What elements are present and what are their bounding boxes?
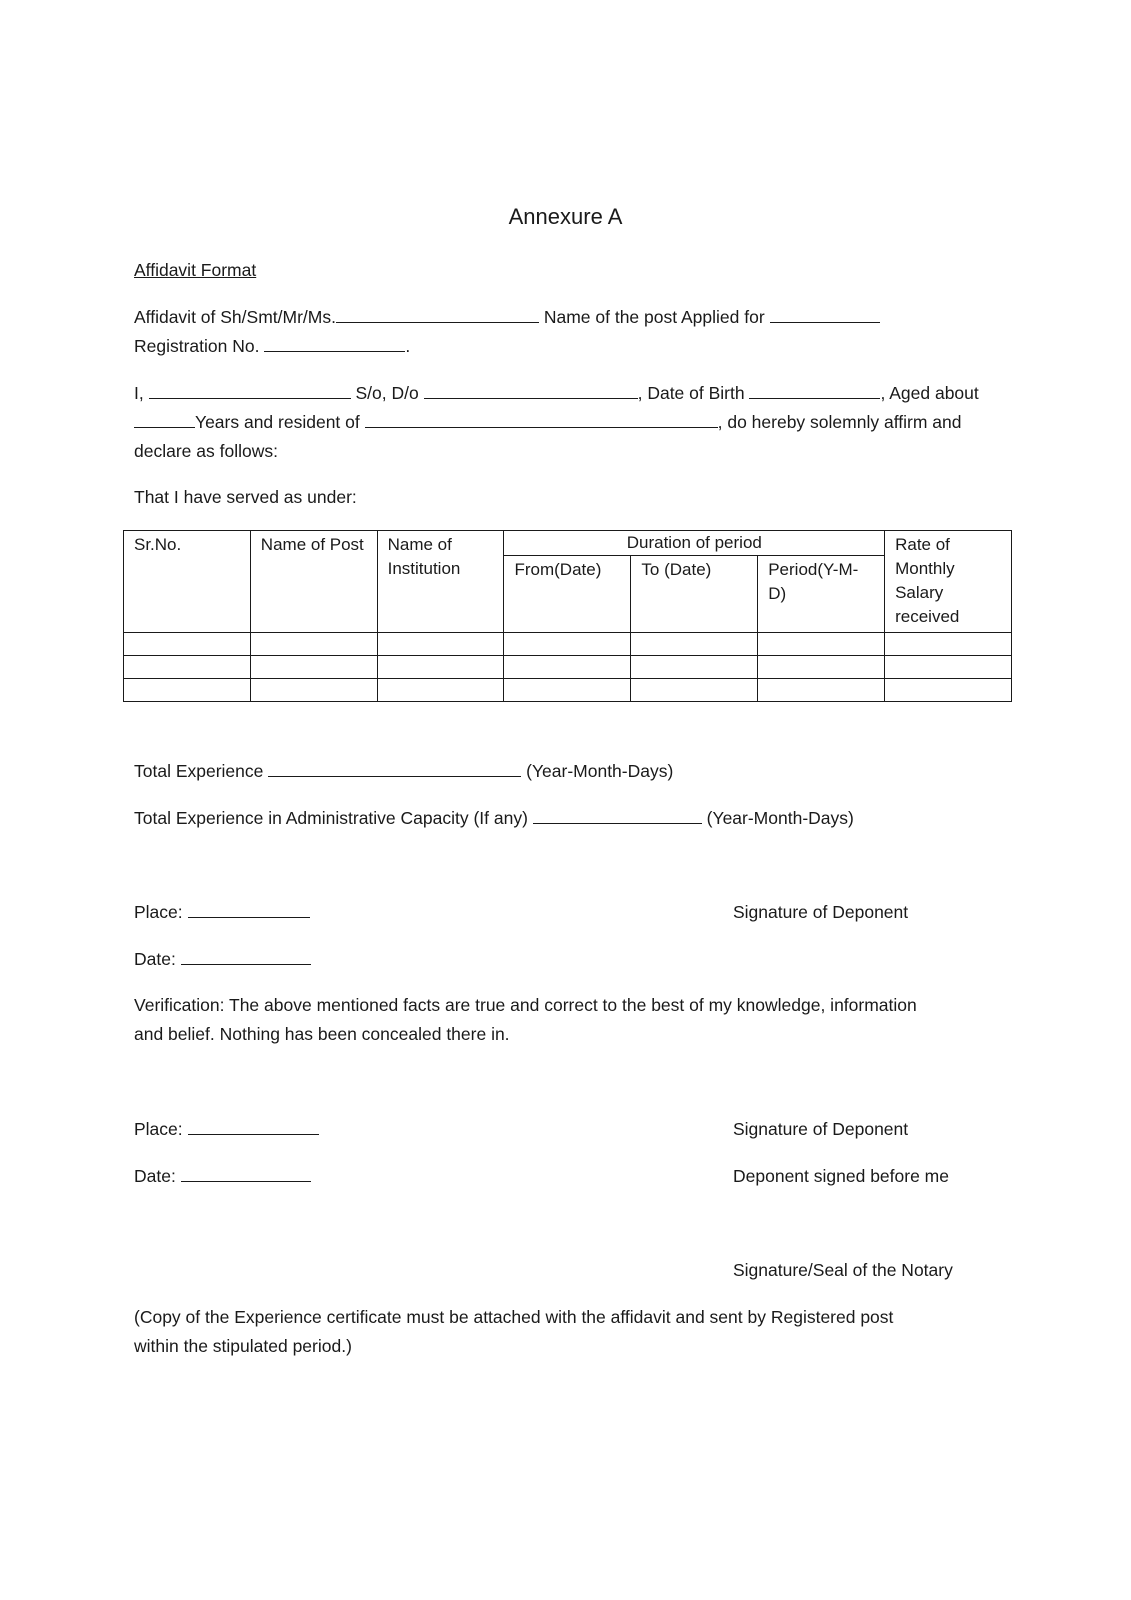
dob-label: , Date of Birth — [637, 383, 745, 403]
table-cell[interactable] — [250, 656, 377, 679]
name-blank[interactable] — [336, 304, 539, 323]
total-experience-line — [134, 757, 673, 785]
admin-experience-unit: (Year-Month-Days) — [706, 808, 854, 828]
table-cell[interactable] — [631, 679, 758, 702]
table-cell[interactable] — [758, 679, 885, 702]
header-salary: Rate of Monthly Salary received — [885, 531, 1012, 633]
deponent-signed-before: Deponent signed before me — [733, 1166, 949, 1186]
table-cell[interactable] — [504, 656, 631, 679]
address-blank[interactable] — [365, 409, 718, 428]
i-label: I, — [134, 383, 144, 403]
place-blank[interactable] — [188, 1116, 319, 1135]
date-label: Date: — [134, 1166, 176, 1186]
table-cell[interactable] — [758, 656, 885, 679]
years-resident-label: Years and resident of — [195, 412, 360, 432]
table-cell[interactable] — [631, 633, 758, 656]
service-table — [123, 530, 1012, 702]
total-experience-unit: (Year-Month-Days) — [526, 761, 674, 781]
affidavit-of-line — [134, 303, 880, 331]
verification-line-1: Verification: The above mentioned facts are true and correct to the best of my knowledge, information — [134, 995, 917, 1015]
total-experience-label: Total Experience — [134, 761, 264, 781]
header-institution: Name of Institution — [377, 531, 504, 633]
place-line-1 — [134, 898, 310, 926]
affidavit-of-label: Affidavit of Sh/Smt/Mr/Ms. — [134, 307, 336, 327]
signature-deponent-2: Signature of Deponent — [733, 1119, 909, 1139]
relation-label: S/o, D/o — [355, 383, 419, 403]
header-post: Name of Post — [250, 531, 377, 633]
dob-blank[interactable] — [749, 380, 880, 399]
header-row — [124, 531, 1012, 556]
date-blank[interactable] — [181, 946, 311, 965]
place-label: Place: — [134, 902, 183, 922]
admin-experience-line — [134, 804, 854, 832]
header-duration: Duration of period — [504, 531, 885, 556]
table-cell[interactable] — [250, 679, 377, 702]
admin-experience-label: Total Experience in Administrative Capacity (If any) — [134, 808, 528, 828]
signature-deponent-1: Signature of Deponent — [733, 902, 909, 922]
table-cell[interactable] — [631, 656, 758, 679]
declaration-line-2 — [134, 408, 961, 436]
table-cell[interactable] — [885, 656, 1012, 679]
table-cell[interactable] — [377, 656, 504, 679]
registration-blank[interactable] — [264, 333, 405, 352]
table-cell[interactable] — [758, 633, 885, 656]
table-cell[interactable] — [885, 633, 1012, 656]
table-cell[interactable] — [885, 679, 1012, 702]
affirm-label: , do hereby solemnly affirm and — [717, 412, 962, 432]
header-sr-no: Sr.No. — [124, 531, 251, 633]
total-experience-blank[interactable] — [268, 758, 521, 777]
place-line-2 — [134, 1115, 319, 1143]
parent-name-blank[interactable] — [424, 380, 638, 399]
table-cell[interactable] — [504, 633, 631, 656]
table-row — [124, 679, 1012, 702]
registration-line — [134, 332, 410, 360]
age-blank[interactable] — [134, 409, 195, 428]
registration-suffix: . — [405, 336, 411, 356]
aged-label: , Aged about — [880, 383, 979, 403]
header-period: Period(Y-M-D) — [758, 556, 885, 633]
table-row — [124, 633, 1012, 656]
date-label: Date: — [134, 949, 176, 969]
place-blank[interactable] — [188, 899, 310, 918]
registration-label: Registration No. — [134, 336, 260, 356]
header-from: From(Date) — [504, 556, 631, 633]
page-title: Annexure A — [508, 204, 623, 229]
date-line-1 — [134, 945, 311, 973]
table-cell[interactable] — [124, 633, 251, 656]
table-cell[interactable] — [124, 679, 251, 702]
declaration-line-1 — [134, 379, 979, 407]
table-cell[interactable] — [377, 679, 504, 702]
date-blank[interactable] — [181, 1163, 311, 1182]
declaration-line-3: declare as follows: — [134, 441, 278, 461]
post-applied-label: Name of the post Applied for — [543, 307, 765, 327]
verification-line-2: and belief. Nothing has been concealed there in. — [134, 1024, 510, 1044]
notary-signature: Signature/Seal of the Notary — [733, 1260, 953, 1280]
date-line-2 — [134, 1162, 311, 1190]
post-blank[interactable] — [770, 304, 880, 323]
footnote-line-1: (Copy of the Experience certificate must be attached with the affidavit and sent by Registered post — [134, 1307, 894, 1327]
table-cell[interactable] — [250, 633, 377, 656]
affidavit-format-heading: Affidavit Format — [134, 260, 257, 280]
table-row — [124, 656, 1012, 679]
served-heading: That I have served as under: — [134, 487, 357, 507]
place-label: Place: — [134, 1119, 183, 1139]
deponent-name-blank[interactable] — [149, 380, 351, 399]
admin-experience-blank[interactable] — [533, 805, 702, 824]
header-to: To (Date) — [631, 556, 758, 633]
table-cell[interactable] — [124, 656, 251, 679]
table-cell[interactable] — [377, 633, 504, 656]
footnote-line-2: within the stipulated period.) — [134, 1336, 352, 1356]
table-cell[interactable] — [504, 679, 631, 702]
